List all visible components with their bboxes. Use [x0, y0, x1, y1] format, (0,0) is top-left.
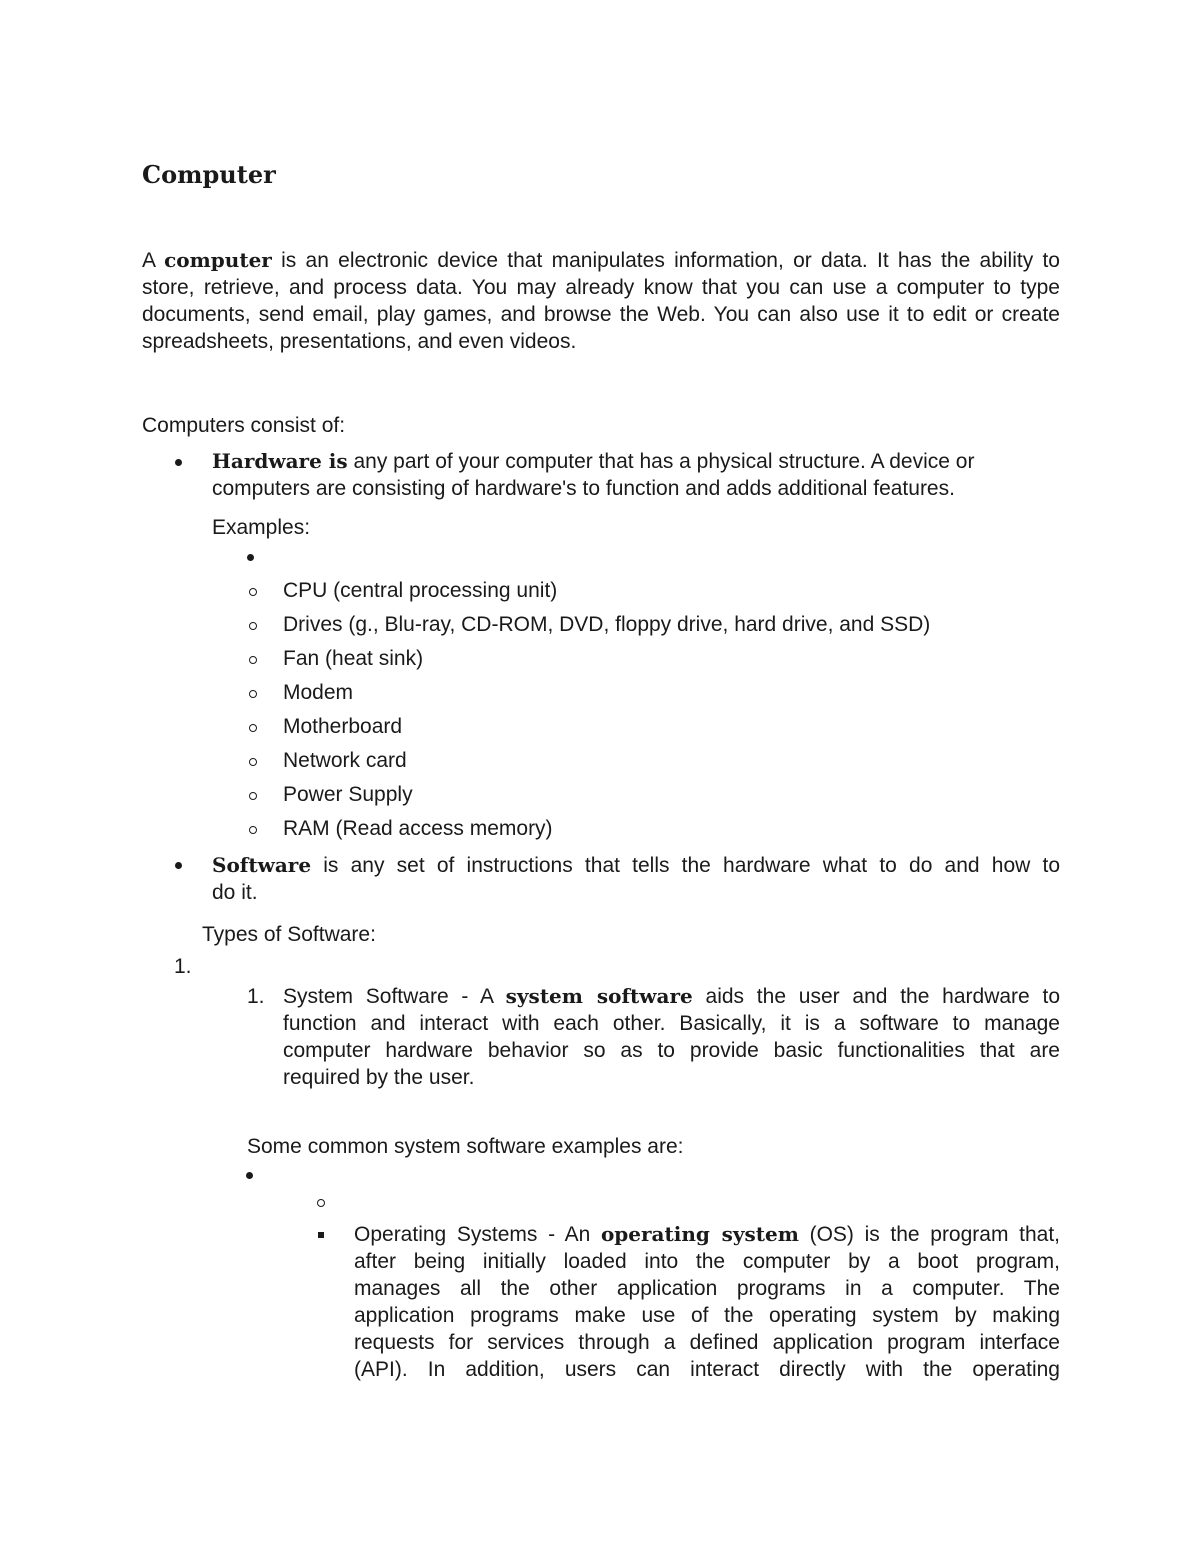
hardware-example-item: Power Supply — [283, 783, 413, 806]
page-title: Computer — [142, 160, 276, 189]
system-line3: computer hardware behavior so as to provide basic functionalities that are — [283, 1039, 1060, 1062]
hardware-example-item: CPU (central processing unit) — [283, 579, 558, 602]
software-term: Software — [212, 853, 312, 877]
operating-systems-item — [354, 1221, 1060, 1383]
software-text-line1: is any set of instructions that tells the hardware what to do and how to — [311, 854, 1060, 877]
bullet-os — [318, 1232, 324, 1238]
hardware-example-item: Motherboard — [283, 715, 403, 738]
bullet-o — [249, 656, 257, 664]
examples-heading: Some common system software examples are: — [247, 1135, 684, 1158]
examples-label: Examples: — [212, 516, 311, 539]
hardware-term: Hardware is — [212, 449, 348, 473]
bullet-o — [249, 622, 257, 630]
system-term: system software — [505, 984, 693, 1008]
bullet-empty-1 — [247, 554, 254, 561]
hardware-example-item: Fan (heat sink) — [283, 647, 424, 670]
bullet-o — [249, 826, 257, 834]
hardware-text-line2: computers are consisting of hardware's to function and adds additional features. — [212, 477, 955, 500]
bullet-o — [249, 690, 257, 698]
system-line1-rest: aids the user and the hardware to — [692, 985, 1061, 1008]
bullet-o — [249, 588, 257, 596]
bullet-o — [249, 758, 257, 766]
os-line2: after being initially loaded into the computer by a boot program, — [354, 1250, 1060, 1273]
os-line6: (API). In addition, users can interact directly with the operating — [354, 1358, 1060, 1381]
bullet-o — [249, 724, 257, 732]
system-number: 1. — [247, 985, 265, 1008]
os-lead: Operating Systems - An — [354, 1223, 601, 1246]
types-label: Types of Software: — [202, 923, 376, 946]
os-line1-rest: (OS) is the program that, — [798, 1223, 1060, 1246]
system-software-item — [283, 983, 1060, 1091]
bullet-hardware — [175, 459, 182, 466]
software-text-line2: do it. — [212, 881, 258, 904]
os-line4: application programs make use of the operating system by making — [354, 1304, 1060, 1327]
os-line3: manages all the other application programs in a computer. The — [354, 1277, 1060, 1300]
os-term: operating system — [600, 1222, 799, 1246]
system-line4: required by the user. — [283, 1066, 475, 1089]
outer-number: 1. — [174, 955, 192, 978]
hardware-example-item: Drives (g., Blu-ray, CD-ROM, DVD, floppy drive, hard drive, and SSD) — [283, 613, 931, 636]
bullet-empty-3 — [317, 1199, 325, 1207]
software-item — [212, 852, 1060, 906]
intro-term: computer — [164, 248, 272, 272]
bullet-software — [175, 862, 182, 869]
bullet-empty-2 — [246, 1172, 253, 1179]
hardware-text-line1: any part of your computer that has a physical structure. A device or — [347, 450, 975, 473]
consist-heading: Computers consist of: — [142, 414, 346, 437]
hardware-example-item: Modem — [283, 681, 354, 704]
hardware-example-item: RAM (Read access memory) — [283, 817, 553, 840]
hardware-item — [212, 448, 1060, 502]
system-line2: function and interact with each other. Basically, it is a software to manage — [283, 1012, 1060, 1035]
bullet-o — [249, 792, 257, 800]
system-lead: System Software - A — [283, 985, 506, 1008]
intro-paragraph — [142, 247, 1060, 355]
intro-text: is an electronic device that manipulates information, or data. It has the ability to store, retrieve, and process data. You may already know that you can use a computer to type documents, send email, play games, and browse the Web. You can also use it to edit or create spreadsheets, presentations, and even videos. — [142, 249, 1060, 353]
intro-lead: A — [142, 249, 165, 272]
hardware-example-item: Network card — [283, 749, 407, 772]
os-line5: requests for services through a defined application program interface — [354, 1331, 1060, 1354]
